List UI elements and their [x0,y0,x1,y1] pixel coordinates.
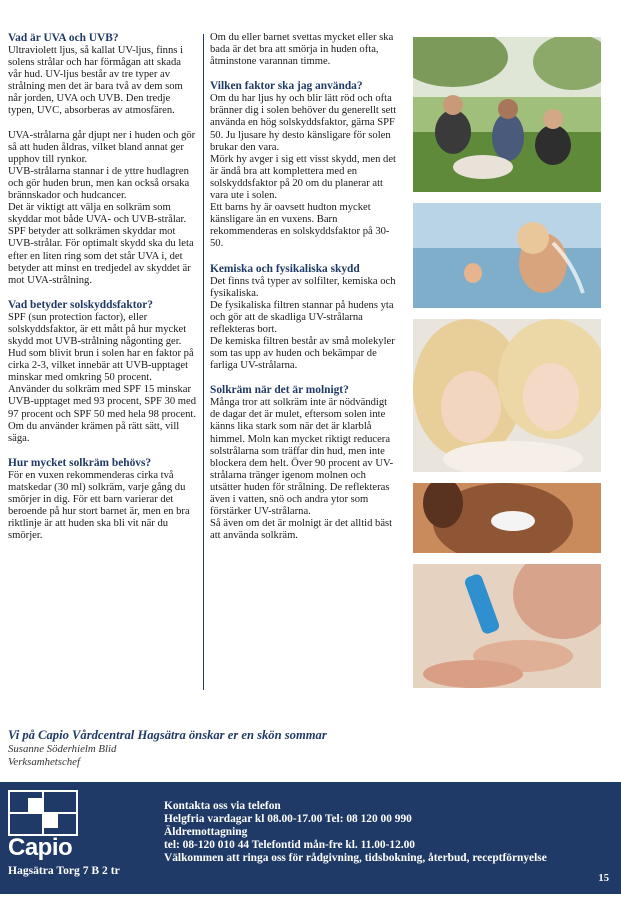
photo-child-sea [413,203,601,308]
contact-line: Välkommen att ringa oss för rådgivning, tidsbokning, återbud, receptförnyelse [164,852,547,864]
greeting-text: Vi på Capio Vårdcentral Hagsätra önskar er en skön sommar [8,728,327,742]
heading-cloudy: Solkräm när det är molnigt? [210,384,349,397]
paragraph: De kemiska filtren består av små molekyler som tas upp av huden och bekämpar de farliga UV-strålarna. [210,335,395,372]
paragraph: Ett barns hy är oavsett hudton mycket känsligare än en vuxens. Barn rekommenderas en solskyddsfaktor på 30-50. [210,202,390,250]
paragraph: Mörk hy avger i sig ett visst skydd, men det är ändå bra att komplettera med en solskyddsfaktor på 20 om du planerar att vara ute i solen. [210,153,396,202]
text-column-left [8,32,197,542]
paragraph: UVA-strålarna går djupt ner i huden och gör så att huden åldras, vilket bland annat ger upphov till rynkor. [8,129,196,165]
paragraph: Det finns två typer av solfilter, kemiska och fysikaliska. [210,275,396,299]
column-divider [203,34,204,690]
paragraph: Använder du solkräm med SPF 15 minskar UVB-upptaget med 93 procent, SPF 30 med 97 procent och SPF 50 med hela 98 procent. [8,384,197,420]
paragraph: Om du har ljus hy och blir lätt röd och ofta bränner dig i solen behöver du generellt sett använda en hög solskyddsfaktor, gärna SPF 50. Ju ljusare hy desto känsligare för solen brukar den vara. [210,93,397,153]
closing-greeting [8,728,608,769]
logo-wordmark: Capio [8,834,73,861]
heading-chemical-physical: Kemiska och fysikaliska skydd [210,262,360,275]
signature-name: Susanne Söderhielm Blid [8,743,117,755]
photo-sunscreen-face [413,483,601,553]
contact-line: Kontakta oss via telefon [164,800,281,812]
photo-two-girls [413,319,601,472]
heading-how-much: Hur mycket solkräm behövs? [8,456,152,469]
paragraph: SPF betyder att solkrämen skyddar mot UVB-strålar. För optimalt skydd ska du leta efter en liten ring som det står UVA i, det betyder att minst en tredjedel av skyddet är mot UVA-strålning. [8,226,194,286]
paragraph: De fysikaliska filtren stannar på hudens yta och gör att de skadliga UV-strålarna reflekteras bort. [210,299,394,335]
paragraph: Ultraviolett ljus, så kallat UV-ljus, finns i solens strålar och har förmågan att skada vår hud. UV-ljus består av tre typer av strålning men det är bara två av dem som når jorden, UVA och UVB. Den tredje typen, UVC, absorberas av atmosfären. [8,45,183,117]
contact-footer-bar [0,782,621,894]
contact-info [164,800,547,865]
paragraph: UVB-strålarna stannar i de yttre hudlagren och gör huden brun, men kan också orsaka brännskador och hudcancer. [8,165,190,202]
heading-spf: Vad betyder solskyddsfaktor? [8,298,153,311]
paragraph: Det är viktigt att välja en solkräm som skyddar mot både UVA- och UVB-strålar. [8,202,187,226]
paragraph: För en vuxen rekommenderas cirka två matskedar (30 ml) solkräm, varje gång du smörjer in dig. För ett barn varierar det beroende på hur stort barnet är, men en bra riktlinje är att huden ska bli vit när du smörjer. [8,469,190,542]
address: Hagsätra Torg 7 B 2 tr [8,864,120,877]
photo-park-picnic [413,37,601,192]
text-column-middle [210,32,398,542]
paragraph: Många tror att solkräm inte är nödvändigt de dagar det är mulet, eftersom solen inte känns lika stark som när det är klarblå himmel. Moln kan mycket riktigt reducera solstrålarna som träffar din hud, men inte blockera dem helt. Över 90 procent av UV-strålarna tränger igenom molnen och utsätter huden för strålning. De reflekteras även i vatten, snö och andra ytor som förstärker UV-strålarna. [210,397,394,518]
paragraph: Om du eller barnet svettas mycket eller ska bada är det bra att smörja in huden ofta, åtminstone varannan timme. [210,32,394,68]
contact-line: Äldremottagning [164,826,248,838]
paragraph: Om du använder krämen på rätt sätt, vill säga. [8,420,180,444]
contact-line: Helgfria vardagar kl 08.00-17.00 Tel: 08 120 00 990 [164,813,412,825]
heading-uva-uvb: Vad är UVA och UVB? [8,32,119,44]
contact-line: tel: 08-120 010 44 Telefontid mån-fre kl. 11.00-12.00 [164,839,416,851]
photo-lotion-hand [413,564,601,688]
paragraph: SPF (sun protection factor), eller solskyddsfaktor, är ett mått på hur mycket skydd mot UVB-strålning någonting ger. Hud som blivit brun i solen har en faktor på cirka 2-3, vilket innebär att UVB-upptaget minskar med omkring 50 procent. [8,311,194,384]
signature-role: Verksamhetschef [8,756,80,768]
paragraph: Så även om det är molnigt är det alltid bäst att använda solkräm. [210,518,393,542]
page-number: 15 [598,873,609,884]
heading-which-factor: Vilken faktor ska jag använda? [210,80,363,93]
